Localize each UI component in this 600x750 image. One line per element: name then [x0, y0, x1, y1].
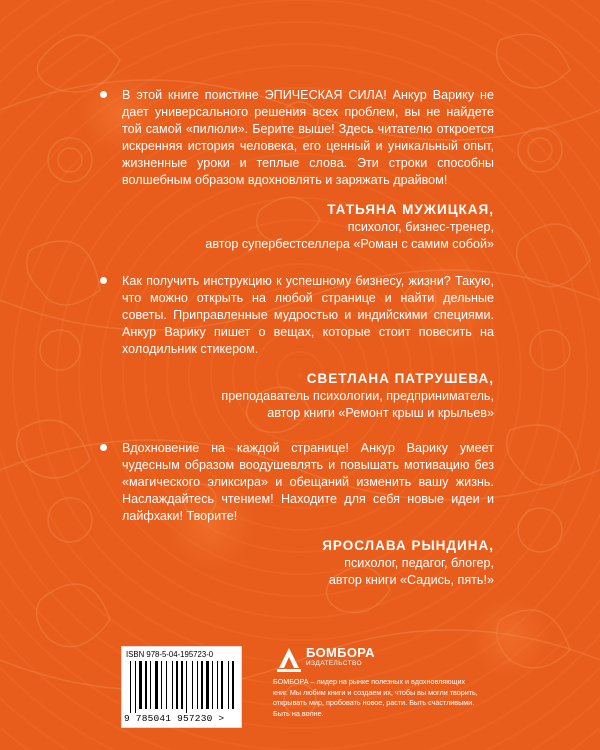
author-name: СВЕТЛАНА ПАТРУШЕВА, — [306, 371, 494, 386]
review-block-1 — [122, 87, 494, 253]
author-name: ТАТЬЯНА МУЖИЦКАЯ, — [327, 202, 494, 217]
review-author — [122, 370, 494, 422]
bullet-icon — [100, 444, 107, 451]
ean-number: 9 785041 957230 > — [124, 713, 225, 724]
review-author — [122, 201, 494, 253]
bombora-logo-icon — [275, 644, 303, 674]
author-book: автор супербестселлера «Роман с самим собой» — [205, 237, 494, 251]
bullet-icon — [100, 277, 107, 284]
publisher-name: БОМБОРА — [306, 645, 375, 660]
review-text: В этой книге поистине ЭПИЧЕСКАЯ СИЛА! Анкур Варику не дает универсального решения всех проблем, вы не найдете той самой «пилюли». Берите выше! Здесь читателю откроется искренняя история человека, его ценный и уникальный опыт, жизненные уроки и теплые слова. Эти строки способны волшебным образом вдохновлять и заряжать драйвом! — [122, 88, 494, 187]
publisher-subtitle: ИЗДАТЕЛЬСТВО — [306, 660, 362, 667]
barcode — [121, 646, 242, 728]
review-text: Вдохновение на каждой странице! Анкур Варику умеет чудесным образом воодушевлять и повышать мотивацию без «магического эликсира» и обещаний изменить вашу жизнь. Наслаждайтесь чтением! Находите для себя новые идеи и лайфхаки! Творите! — [122, 441, 494, 523]
review-author — [122, 537, 494, 589]
author-title: психолог, педагог, блогер, — [344, 556, 494, 570]
review-text: Как получить инструкцию к успешному бизнесу, жизни? Такую, что можно открыть на любой странице и найти дельные советы. Приправленные мудростью и индийскими специями. Анкур Варику пишет о вещах, которые стоит повесить на холодильник стикером. — [122, 274, 494, 356]
author-book: автор книги «Ремонт крыш и крыльев» — [267, 406, 494, 420]
review-block-2 — [122, 273, 494, 422]
bullet-icon — [100, 91, 107, 98]
publisher-blurb: БОМБОРА – лидер на рынке полезных и вдохновляющих книг. Мы любим книги и создаем их, чтобы вы могли творить, открывать мир, пробовать новое, расти. Быть счастливыми. Быть на волне. — [273, 677, 478, 718]
review-block-3 — [122, 440, 494, 589]
barcode-bars — [130, 661, 234, 713]
isbn-label: ISBN 978-5-04-195723-0 — [126, 650, 214, 659]
author-book: автор книги «Садись, пять!» — [328, 573, 494, 587]
author-title: преподаватель психологии, предприниматель, — [221, 389, 494, 403]
author-title: психолог, бизнес-тренер, — [347, 220, 494, 234]
author-name: ЯРОСЛАВА РЫНДИНА, — [322, 538, 494, 553]
